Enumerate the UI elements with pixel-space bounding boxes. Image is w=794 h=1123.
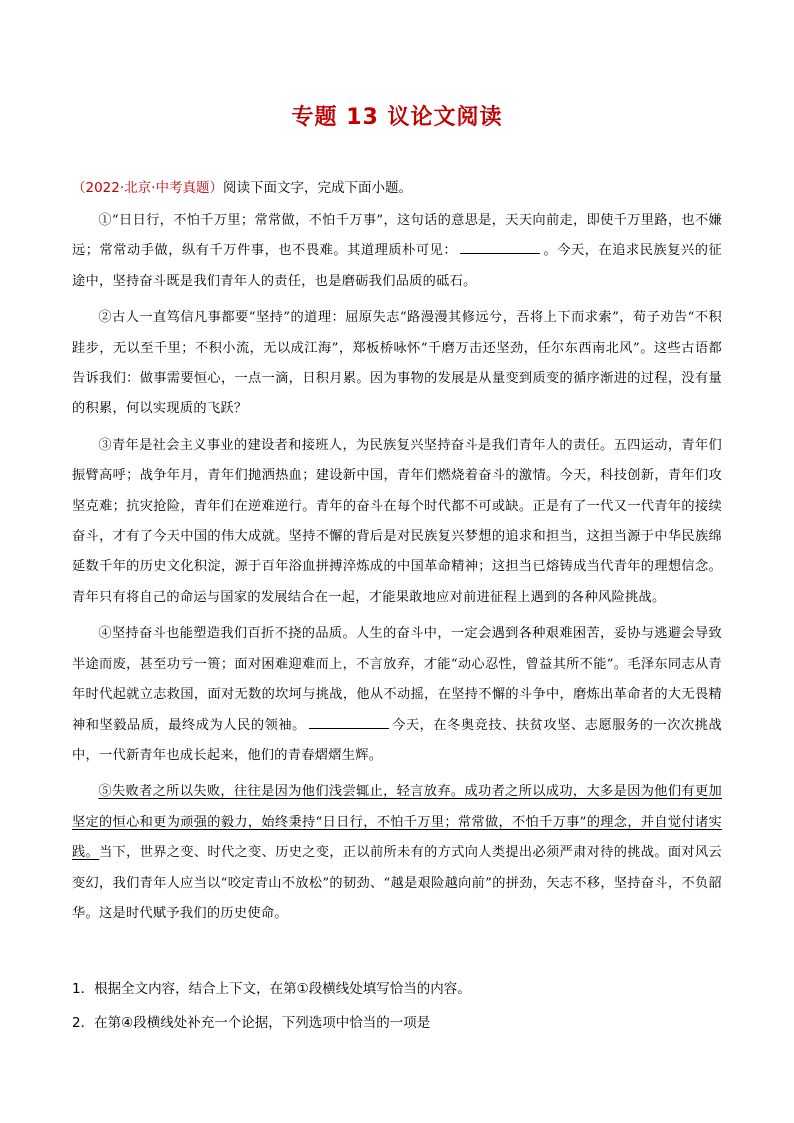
exam-source: （2022·北京·中考真题） [72,180,223,196]
paragraph-5-underlined: ⑤失败者之所以失败，往往是因为他们浅尝辄止，轻言放弃。成功者之所以成功，大多是因为他们有更加坚定的恒心和更为顽强的毅力，始终秉持“日日行，不怕千万里；常常做，不怕千万事”的理念，并自觉付诸实践。 [72,784,722,861]
paragraph-4 [72,619,722,771]
paragraph-5 [72,777,722,929]
paragraph-1 [72,206,722,297]
paragraph-1-text-a: ①“日日行，不怕千万里；常常做，不怕千万事”，这句话的意思是，天天向前走，即使千万里路，也不嫌远；常常动手做，纵有千万件事，也不畏难。其道理质朴可见： [72,213,722,259]
paragraph-5-text: 当下，世界之变、时代之变、历史之变，正以前所未有的方式向人类提出必须严肃对待的挑战。面对风云变幻，我们青年人应当以“咬定青山不放松”的韧劲、“越是艰险越向前”的拼劲，矢志不移，坚持奋斗，不负韶华。这是时代赋予我们的历史使命。 [72,845,722,921]
paragraph-1-text-b: 。今天，在追求民族复兴的征途中，坚持奋斗既是我们青年人的责任，也是磨砺我们品质的砥石。 [72,243,722,289]
paragraph-4-text-b: 今天，在冬奥竞技、扶贫攻坚、志愿服务的一次次挑战中，一代新青年也成长起来，他们的青春熠熠生辉。 [72,717,722,763]
paragraph-2: ②古人一直笃信凡事都要“坚持”的道理：屈原失志“路漫漫其修远兮，吾将上下而求索”，荀子劝告“不积跬步，无以至千里；不积小流，无以成江海”，郑板桥咏怀“千磨万击还坚劲，任尔东西南北风”。这些古语都告诉我们：做事需要恒心，一点一滴，日积月累。因为事物的发展是从量变到质变的循序渐进的过程，没有量的积累，何以实现质的飞跃？ [72,310,722,417]
paragraph-3: ③青年是社会主义事业的建设者和接班人，为民族复兴坚持奋斗是我们青年人的责任。五四运动，青年们振臂高呼；战争年月，青年们抛洒热血；建设新中国，青年们燃烧着奋斗的激情。今天，科技创新，青年们攻坚克难；抗灾抢险，青年们在逆难逆行。青年的奋斗在每个时代都不可或缺。正是有了一代又一代青年的接续奋斗，才有了今天中国的伟大成就。坚持不懈的背后是对民族复兴梦想的追求和担当，这担当源于中华民族绵延数千年的历史文化积淀，源于百年浴血拼搏淬炼成的中国革命精神；这担当已熔铸成当代青年的理想信念。青年只有将自己的命运与国家的发展结合在一起，才能果敢地应对前进征程上遇到的各种风险挑战。 [72,437,722,605]
paragraph-4-text-a: ④坚持奋斗也能塑造我们百折不挠的品质。人生的奋斗中，一定会遇到各种艰难困苦，妥协与逃避会导致半途而废，甚至功亏一篑；面对困难迎难而上，不言放弃，才能“动心忍性，曾益其所不能”。毛泽东同志从青年时代起就立志救国，面对无数的坎坷与挑战，他从不动摇，在坚持不懈的斗争中，磨炼出革命者的大无畏精神和坚毅品质，最终成为人民的领袖。 [72,626,722,733]
page-title: 专题 13 议论文阅读 [291,105,503,130]
answer-blank-1[interactable] [460,239,540,254]
answer-blank-2[interactable] [309,714,389,729]
question-2: 2．在第④段横线处补充一个论据，下列选项中恰当的一项是 [72,1015,431,1031]
reading-instruction: 阅读下面文字，完成下面小题。 [222,180,412,196]
question-1: 1．根据全文内容，结合上下文，在第①段横线处填写恰当的内容。 [72,981,471,997]
question-list [72,972,732,1040]
article-body [72,206,722,935]
intro-line [72,178,732,198]
